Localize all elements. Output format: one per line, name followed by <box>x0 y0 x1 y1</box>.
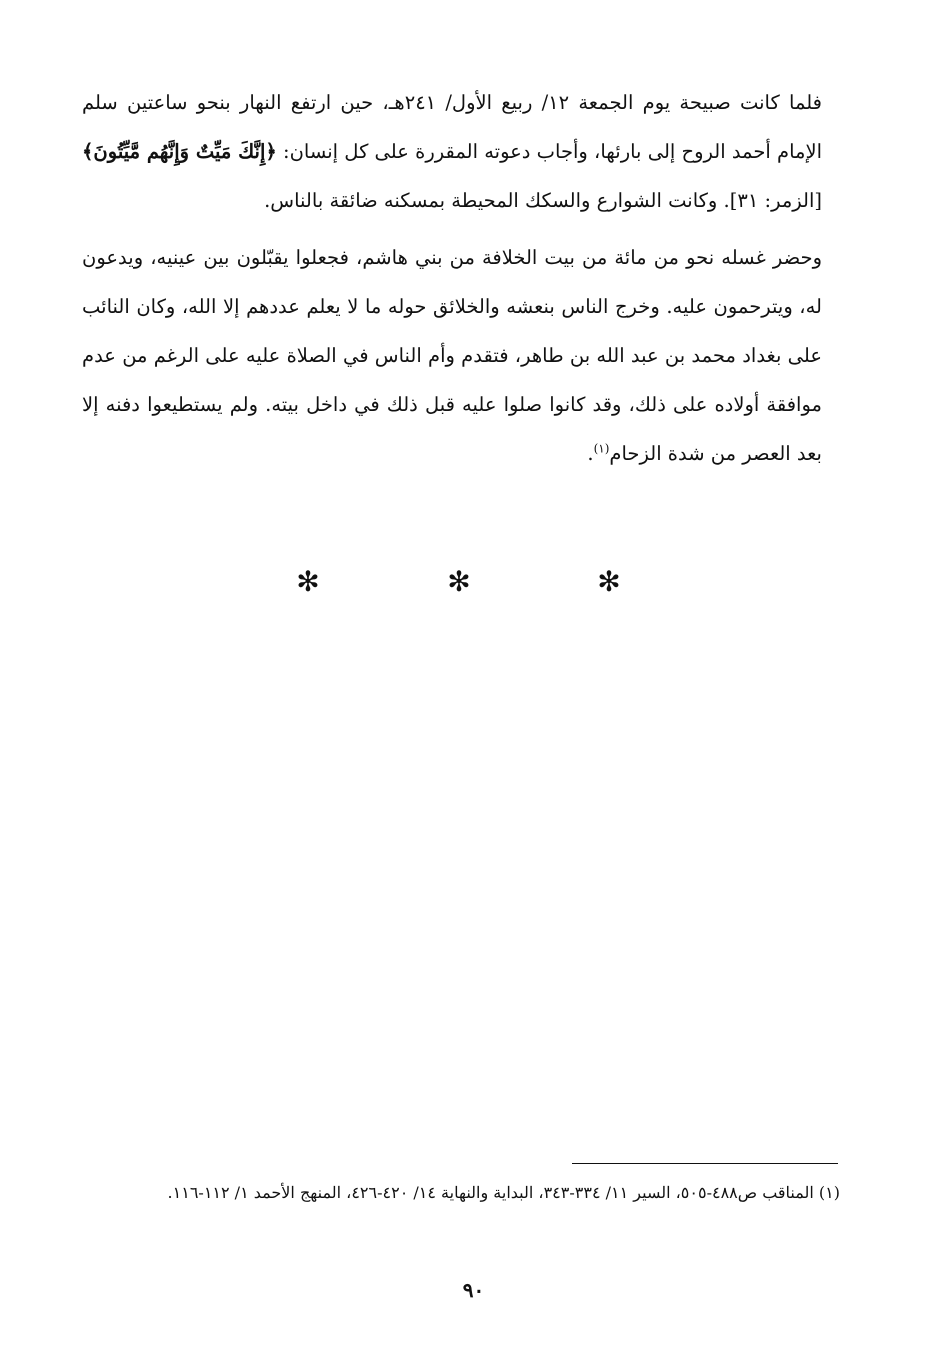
paragraph-funeral-end: . <box>587 442 594 465</box>
footnote-marker: (١) <box>593 441 610 456</box>
quran-verse: ﴿إِنَّكَ مَيِّتٌ وَإِنَّهُم مَّيِّتُونَ﴾ <box>82 140 277 163</box>
footnote: (١) المناقب ص٤٨٨-٥٠٥، السير ١١/ ٣٣٤-٣٤٣، البداية والنهاية ١٤/ ٤٢٠-٤٢٦، المنهج الأحمد ١/ ١١٢-١١٦. <box>167 1183 840 1202</box>
section-separator <box>0 562 947 602</box>
paragraph-funeral-text: وحضر غسله نحو من مائة من بيت الخلافة من بني هاشم، فجعلوا يقبّلون بين عينيه، ويدعون له، ويترحمون عليه. وخرج الناس بنعشه والخلائق حوله ما لا يعلم عددهم إلا الله، وكان النائب على بغداد محمد بن عبد الله بن طاهر، فتقدم وأم الناس في الصلاة عليه على الرغم من عدم موافقة أولاده على ذلك، وقد كانوا صلوا عليه قبل ذلك في داخل بيته. ولم يستطيعوا دفنه إلا بعد العصر من شدة الزحام <box>82 246 822 465</box>
verse-reference-text: [الزمر: ٣١]. وكانت الشوارع والسكك المحيطة بمسكنه ضائقة بالناس. <box>264 189 822 212</box>
asterisk-ornament-icon: ✻ <box>597 565 621 598</box>
paragraph-death <box>82 78 822 225</box>
asterisk-ornament-icon: ✻ <box>296 565 320 598</box>
paragraph-death-text: فلما كانت صبيحة يوم الجمعة ١٢/ ربيع الأول/ ٢٤١هـ، حين ارتفع النهار بنحو ساعتين سلم الإمام أحمد الروح إلى بارئها، وأجاب دعوته المقررة على كل إنسان: <box>82 91 823 163</box>
asterisk-ornament-icon: ✻ <box>447 565 471 598</box>
main-text <box>82 78 822 478</box>
page-number: ٩٠ <box>462 1278 485 1302</box>
paragraph-funeral <box>82 233 822 478</box>
footnote-divider <box>572 1163 838 1164</box>
